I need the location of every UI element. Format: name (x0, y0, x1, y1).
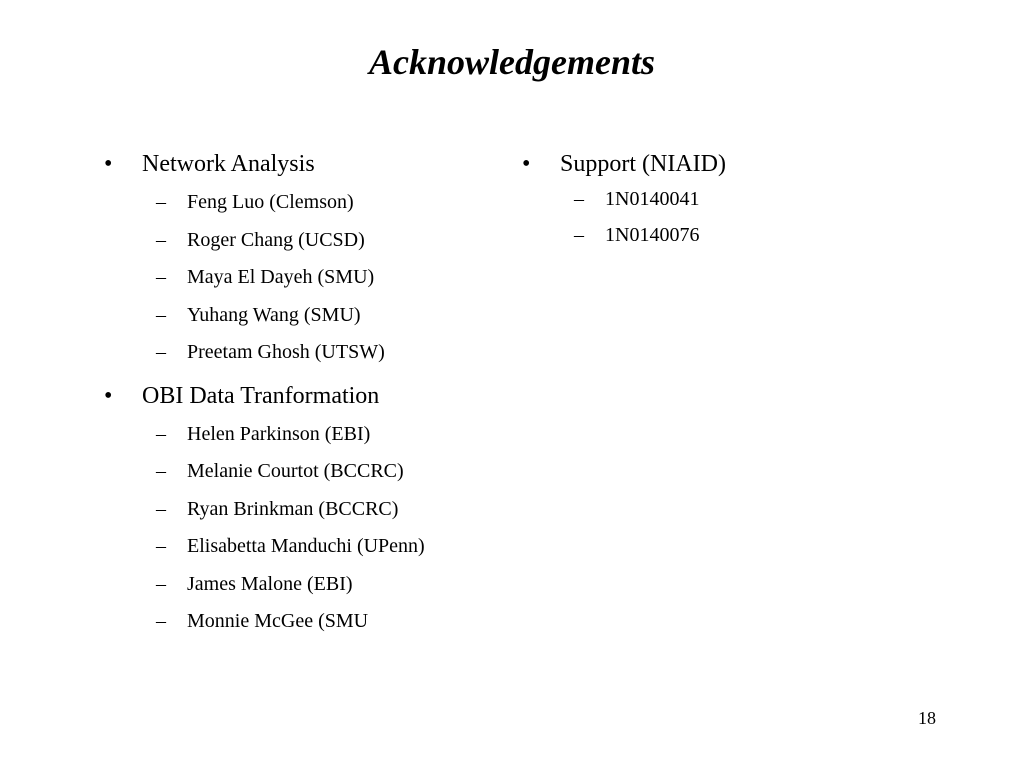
bullet-item (104, 147, 514, 181)
sub-bullet-item (104, 453, 514, 491)
bullet-item (104, 379, 514, 413)
bullet-heading: OBI Data Tranformation (142, 382, 380, 409)
sub-bullet-text: Yuhang Wang (SMU) (187, 303, 361, 326)
dash-icon: – (574, 188, 584, 210)
sub-bullet-item (104, 184, 514, 222)
sub-bullet-text: Elisabetta Manduchi (UPenn) (187, 535, 425, 557)
sub-bullet-item (104, 528, 514, 566)
bullet-group-support (522, 147, 922, 253)
dash-icon: – (574, 224, 584, 246)
bullet-icon: • (104, 151, 113, 177)
sub-bullet-text: Roger Chang (UCSD) (187, 228, 365, 251)
sub-bullet-item (104, 491, 514, 529)
sub-bullet-text: 1N0140041 (605, 188, 700, 210)
page-number: 18 (918, 708, 936, 728)
dash-icon: – (156, 228, 166, 251)
sub-bullet-item (104, 416, 514, 454)
bullet-group-obi-data-tranformation (104, 379, 514, 641)
sub-bullet-text: Melanie Courtot (BCCRC) (187, 460, 404, 482)
sub-bullet-item (522, 217, 922, 253)
bullet-heading: Network Analysis (142, 151, 315, 177)
dash-icon: – (156, 191, 166, 213)
dash-icon: – (156, 303, 166, 326)
sub-bullet-text: Preetam Ghosh (UTSW) (187, 341, 385, 363)
sub-bullet-item (104, 259, 514, 297)
dash-icon: – (156, 535, 166, 557)
sub-bullet-item (104, 334, 514, 372)
sub-bullet-item (104, 297, 514, 335)
dash-icon: – (156, 266, 166, 288)
dash-icon: – (156, 422, 166, 445)
slide-title: Acknowledgements (369, 42, 655, 82)
sub-bullet-text: James Malone (EBI) (187, 572, 353, 595)
sub-bullet-text: Feng Luo (Clemson) (187, 191, 354, 213)
bullet-heading: Support (NIAID) (560, 151, 726, 177)
bullet-icon: • (522, 151, 531, 177)
sub-bullet-text: Ryan Brinkman (BCCRC) (187, 497, 399, 520)
sub-bullet-text: 1N0140076 (605, 224, 700, 246)
sub-bullet-item (104, 566, 514, 604)
dash-icon: – (156, 610, 166, 632)
dash-icon: – (156, 341, 166, 363)
sub-bullet-text: Maya El Dayeh (SMU) (187, 266, 375, 288)
bullet-item (522, 147, 922, 181)
left-column (104, 147, 514, 641)
dash-icon: – (156, 460, 166, 482)
right-column (522, 147, 922, 253)
dash-icon: – (156, 497, 166, 520)
bullet-group-network-analysis (104, 147, 514, 372)
bullet-icon: • (104, 382, 113, 409)
sub-bullet-text: Monnie McGee (SMU (187, 610, 369, 632)
sub-bullet-item (104, 222, 514, 260)
dash-icon: – (156, 572, 166, 595)
sub-bullet-item (522, 181, 922, 217)
sub-bullet-item (104, 603, 514, 641)
sub-bullet-text: Helen Parkinson (EBI) (187, 422, 371, 445)
